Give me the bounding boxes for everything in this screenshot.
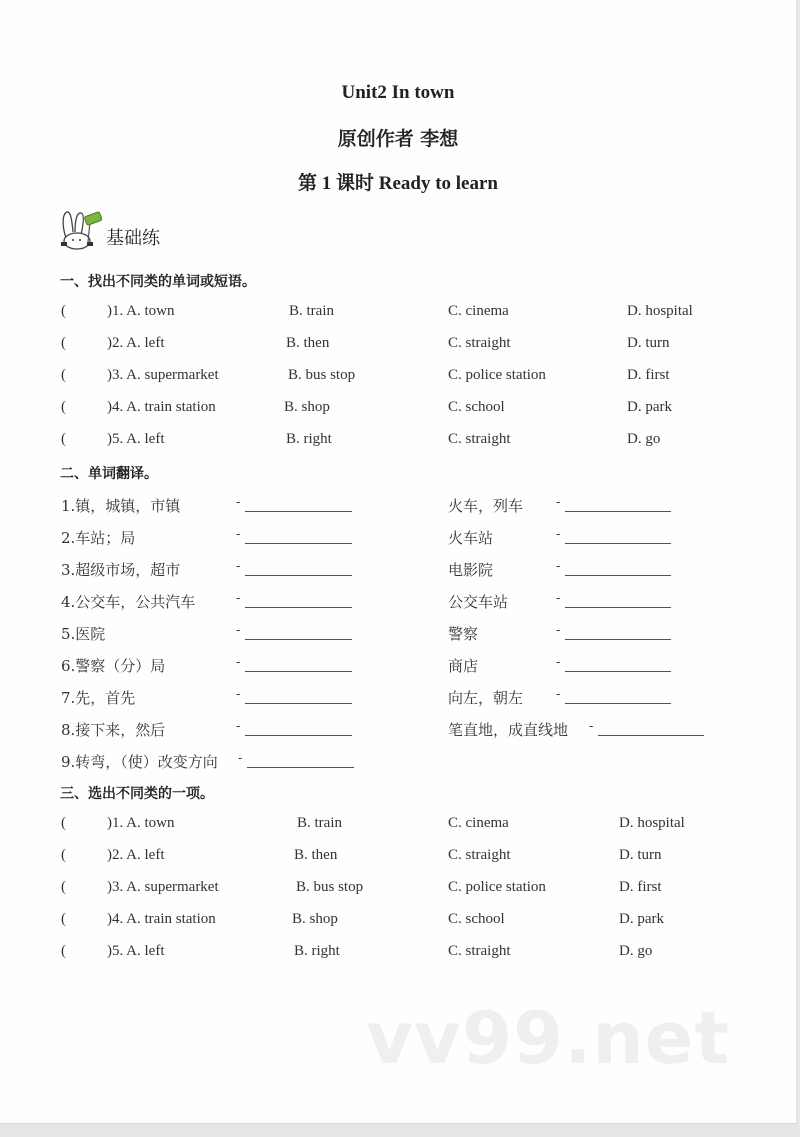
option-a: )2. A. left [107, 335, 165, 351]
option-d: D. go [627, 431, 661, 447]
option-b: B. train [289, 303, 334, 319]
answer-blank-right[interactable] [565, 543, 671, 544]
answer-blank-right[interactable] [565, 639, 671, 640]
answer-blank-left[interactable] [245, 735, 352, 736]
option-d: D. first [619, 879, 662, 895]
translation-row-8 [0, 719, 796, 741]
option-d: D. first [627, 367, 670, 383]
option-d: D. park [627, 399, 672, 415]
dash: - [556, 559, 561, 574]
option-c: C. straight [448, 431, 511, 447]
section3-question-4 [0, 911, 796, 933]
term-left: 2.车站；局 [61, 529, 136, 547]
option-a: )5. A. left [107, 431, 165, 447]
translation-row-4 [0, 591, 796, 613]
term-left: 3.超级市场，超市 [61, 561, 181, 579]
section3-heading: 三、选出不同类的一项。 [60, 786, 214, 802]
answer-blank-right[interactable] [565, 703, 671, 704]
option-c: C. school [448, 399, 505, 415]
term-right: 电影院 [448, 561, 494, 579]
translation-row-6 [0, 655, 796, 677]
practice-label: 基础练 [106, 228, 160, 249]
answer-blank-left[interactable] [245, 671, 352, 672]
section3-question-2 [0, 847, 796, 869]
term-right: 公交车站 [448, 593, 509, 611]
section2-heading: 二、单词翻译。 [60, 466, 158, 482]
answer-bracket[interactable]: ( [61, 847, 66, 863]
option-d: D. park [619, 911, 664, 927]
term-left: 6.警察（分）局 [61, 657, 166, 675]
option-a: )1. A. town [107, 815, 175, 831]
option-c: C. police station [448, 879, 546, 895]
option-b: B. right [286, 431, 332, 447]
dash: - [236, 559, 241, 574]
option-a: )2. A. left [107, 847, 165, 863]
dash: - [236, 495, 241, 510]
answer-bracket[interactable]: ( [61, 911, 66, 927]
bunny-sign-icon [58, 208, 106, 252]
term-left: 1.镇，城镇，市镇 [61, 497, 181, 515]
answer-blank-left[interactable] [247, 767, 354, 768]
translation-row-5 [0, 623, 796, 645]
answer-blank-right[interactable] [565, 511, 671, 512]
option-c: C. cinema [448, 303, 509, 319]
watermark: vv99.net [366, 996, 730, 1080]
section3-question-1 [0, 815, 796, 837]
option-c: C. cinema [448, 815, 509, 831]
term-right: 火车站 [448, 529, 494, 547]
dash: - [556, 655, 561, 670]
dash: - [556, 495, 561, 510]
answer-blank-right[interactable] [565, 575, 671, 576]
section1-question-1 [0, 303, 796, 325]
translation-row-3 [0, 559, 796, 581]
option-d: D. turn [619, 847, 662, 863]
option-d: D. hospital [619, 815, 685, 831]
option-a: )5. A. left [107, 943, 165, 959]
option-c: C. straight [448, 847, 511, 863]
dash: - [238, 751, 243, 766]
answer-bracket[interactable]: ( [61, 335, 66, 351]
term-left: 7.先，首先 [61, 689, 136, 707]
translation-row-9 [0, 751, 796, 773]
option-d: D. turn [627, 335, 670, 351]
answer-blank-left[interactable] [245, 703, 352, 704]
lesson-title: 第 1 课时 Ready to learn [297, 173, 498, 194]
answer-bracket[interactable]: ( [61, 303, 66, 319]
term-right: 商店 [448, 657, 479, 675]
option-b: B. then [286, 335, 330, 351]
dash: - [236, 719, 241, 734]
term-right: 警察 [448, 625, 479, 643]
answer-blank-right[interactable] [565, 607, 671, 608]
answer-blank-left[interactable] [245, 543, 352, 544]
section1-heading: 一、找出不同类的单词或短语。 [60, 274, 256, 290]
answer-blank-left[interactable] [245, 639, 352, 640]
term-right: 向左，朝左 [448, 689, 524, 707]
answer-blank-right[interactable] [565, 671, 671, 672]
section1-question-4 [0, 399, 796, 421]
section3-question-3 [0, 879, 796, 901]
option-d: D. go [619, 943, 653, 959]
option-c: C. school [448, 911, 505, 927]
answer-bracket[interactable]: ( [61, 879, 66, 895]
option-d: D. hospital [627, 303, 693, 319]
answer-blank-right[interactable] [598, 735, 704, 736]
term-left: 5.医院 [61, 625, 106, 643]
answer-bracket[interactable]: ( [61, 367, 66, 383]
section1-question-2 [0, 335, 796, 357]
option-a: )4. A. train station [107, 911, 216, 927]
dash: - [556, 527, 561, 542]
term-left: 9.转弯，（使）改变方向 [61, 753, 218, 771]
option-b: B. shop [292, 911, 338, 927]
option-c: C. police station [448, 367, 546, 383]
section1-question-3 [0, 367, 796, 389]
option-b: B. train [297, 815, 342, 831]
dash: - [556, 687, 561, 702]
section1-question-5 [0, 431, 796, 453]
term-right: 笔直地，成直线地 [448, 721, 569, 739]
answer-bracket[interactable]: ( [61, 815, 66, 831]
option-b: B. then [294, 847, 338, 863]
dash: - [556, 591, 561, 606]
translation-row-7 [0, 687, 796, 709]
option-b: B. right [294, 943, 340, 959]
option-c: C. straight [448, 943, 511, 959]
dash: - [236, 655, 241, 670]
option-c: C. straight [448, 335, 511, 351]
dash: - [236, 623, 241, 638]
answer-bracket[interactable]: ( [61, 943, 66, 959]
answer-bracket[interactable]: ( [61, 431, 66, 447]
section3-question-5 [0, 943, 796, 965]
answer-blank-left[interactable] [245, 575, 352, 576]
dash: - [236, 687, 241, 702]
option-b: B. bus stop [288, 367, 356, 383]
translation-row-1 [0, 495, 796, 517]
practice-header [58, 208, 160, 252]
option-a: )3. A. supermarket [107, 367, 219, 383]
answer-blank-left[interactable] [245, 511, 352, 512]
page-bottom-edge [0, 1124, 800, 1137]
dash: - [556, 623, 561, 638]
option-b: B. shop [284, 399, 330, 415]
answer-bracket[interactable]: ( [61, 399, 66, 415]
option-a: )1. A. town [107, 303, 175, 319]
option-b: B. bus stop [296, 879, 364, 895]
dash: - [236, 527, 241, 542]
unit-title: Unit2 In town [341, 82, 455, 103]
translation-row-2 [0, 527, 796, 549]
term-right: 火车，列车 [448, 497, 524, 515]
answer-blank-left[interactable] [245, 607, 352, 608]
term-left: 8.接下来，然后 [61, 721, 166, 739]
dash: - [236, 591, 241, 606]
term-left: 4.公交车，公共汽车 [61, 593, 196, 611]
author-line: 原创作者 李想 [337, 128, 459, 150]
option-a: )3. A. supermarket [107, 879, 219, 895]
option-a: )4. A. train station [107, 399, 216, 415]
dash: - [589, 719, 594, 734]
